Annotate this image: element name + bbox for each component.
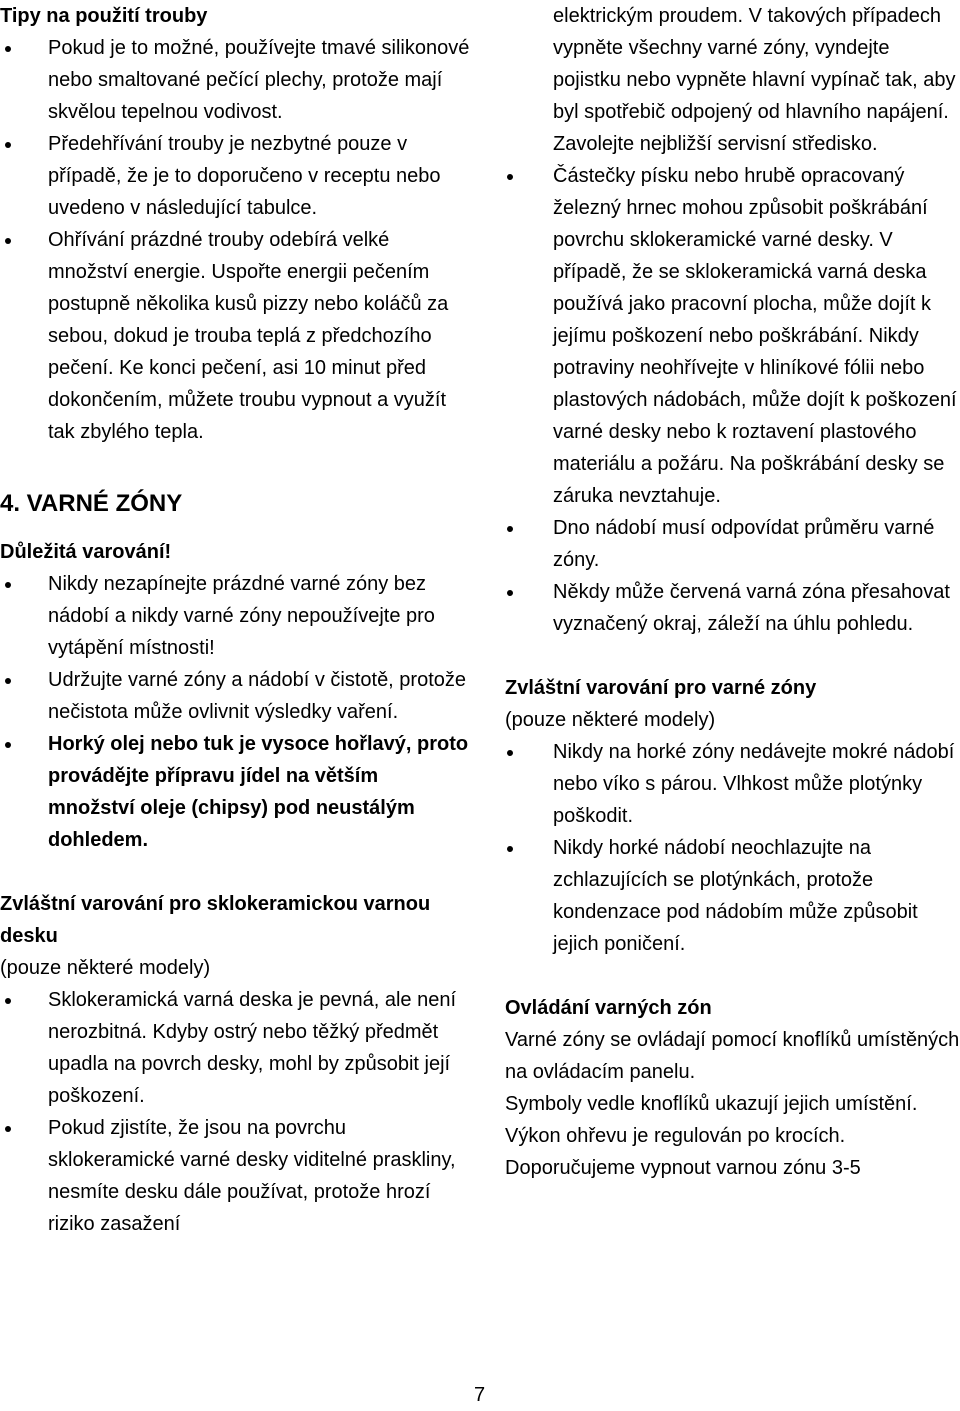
list-item: Udržujte varné zóny a nádobí v čistotě, protože nečistota může ovlivnit výsledky vaření. <box>0 664 470 728</box>
zones-warning-subtitle: (pouze některé modely) <box>505 709 716 731</box>
page-number: 7 <box>474 1384 486 1406</box>
list-item: Předehřívání trouby je nezbytné pouze v případě, že je to doporučeno v receptu nebo uvedeno v následující tabulce. <box>0 128 470 224</box>
zones-warning-heading: Zvláštní varování pro varné zóny <box>505 677 817 699</box>
warnings-list <box>0 568 470 856</box>
right-column <box>505 0 960 1184</box>
list-item: Pokud je to možné, používejte tmavé silikonové nebo smaltované pečící plechy, protože mají skvělou tepelnou vodivost. <box>0 32 470 128</box>
list-item: Ohřívání prázdné trouby odebírá velké množství energie. Uspořte energii pečením postupně několika kusů pizzy nebo koláčů za sebou, dokud je trouba teplá z předchozího pečení. Ke konci pečení, asi 10 minut před dokončením, můžete troubu vypnout a využít tak zbylého tepla. <box>0 224 470 448</box>
control-heading: Ovládání varných zón <box>505 997 712 1019</box>
oven-tips-heading: Tipy na použití trouby <box>0 5 208 27</box>
left-column <box>0 0 470 1240</box>
list-item: Nikdy horké nádobí neochlazujte na zchlazujících se plotýnkách, protože kondenzace pod nádobím může způsobit jejich poničení. <box>505 832 960 960</box>
list-item: Horký olej nebo tuk je vysoce hořlavý, proto provádějte přípravu jídel na větším množství oleje (chipsy) pod neustálým dohledem. <box>0 728 470 856</box>
oven-tips-list <box>0 32 470 448</box>
zones-warning-list <box>505 736 960 960</box>
list-item: Sklokeramická varná deska je pevná, ale není nerozbitná. Kdyby ostrý nebo těžký předmět upadla na povrch desky, mohl by způsobit její poškození. <box>0 984 470 1112</box>
list-item: Nikdy nezapínejte prázdné varné zóny bez nádobí a nikdy varné zóny nepoužívejte pro vytápění místnosti! <box>0 568 470 664</box>
continuation-text: elektrickým proudem. V takových případech vypněte všechny varné zóny, vyndejte pojistku nebo vypněte hlavní vypínač tak, aby byl spotřebič odpojený od hlavního napájení. Zavolejte nejbližší servisní středisko. <box>553 5 956 155</box>
control-text: Varné zóny se ovládají pomocí knoflíků umístěných na ovládacím panelu. <box>505 1029 960 1083</box>
control-text: Symboly vedle knoflíků ukazují jejich umístění. <box>505 1093 918 1115</box>
glass-warning-list-continued <box>505 160 960 640</box>
section-title: 4. VARNÉ ZÓNY <box>0 490 183 517</box>
list-item: Někdy může červená varná zóna přesahovat vyznačený okraj, záleží na úhlu pohledu. <box>505 576 960 640</box>
glass-warning-list <box>0 984 470 1240</box>
control-text: Výkon ohřevu je regulován po krocích. Doporučujeme vypnout varnou zónu 3-5 <box>505 1125 861 1179</box>
glass-warning-subtitle: (pouze některé modely) <box>0 957 211 979</box>
list-item: Pokud zjistíte, že jsou na povrchu sklokeramické varné desky viditelné praskliny, nesmíte desku dále používat, protože hrozí riziko zasažení <box>0 1112 470 1240</box>
list-item: Nikdy na horké zóny nedávejte mokré nádobí nebo víko s párou. Vlhkost může plotýnky poškodit. <box>505 736 960 832</box>
glass-warning-heading: Zvláštní varování pro sklokeramickou varnou desku <box>0 893 431 947</box>
warnings-heading: Důležitá varování! <box>0 541 172 563</box>
list-item: Částečky písku nebo hrubě opracovaný železný hrnec mohou způsobit poškrábání povrchu sklokeramické varné desky. V případě, že se sklokeramická varná deska používá jako pracovní plocha, může dojít k jejímu poškození nebo poškrábání. Nikdy potraviny neohřívejte v hliníkové fólii nebo plastových nádobách, může dojít k poškození varné desky nebo k roztavení plastového materiálu a požáru. Na poškrábání desky se záruka nevztahuje. <box>505 160 960 512</box>
list-item: Dno nádobí musí odpovídat průměru varné zóny. <box>505 512 960 576</box>
